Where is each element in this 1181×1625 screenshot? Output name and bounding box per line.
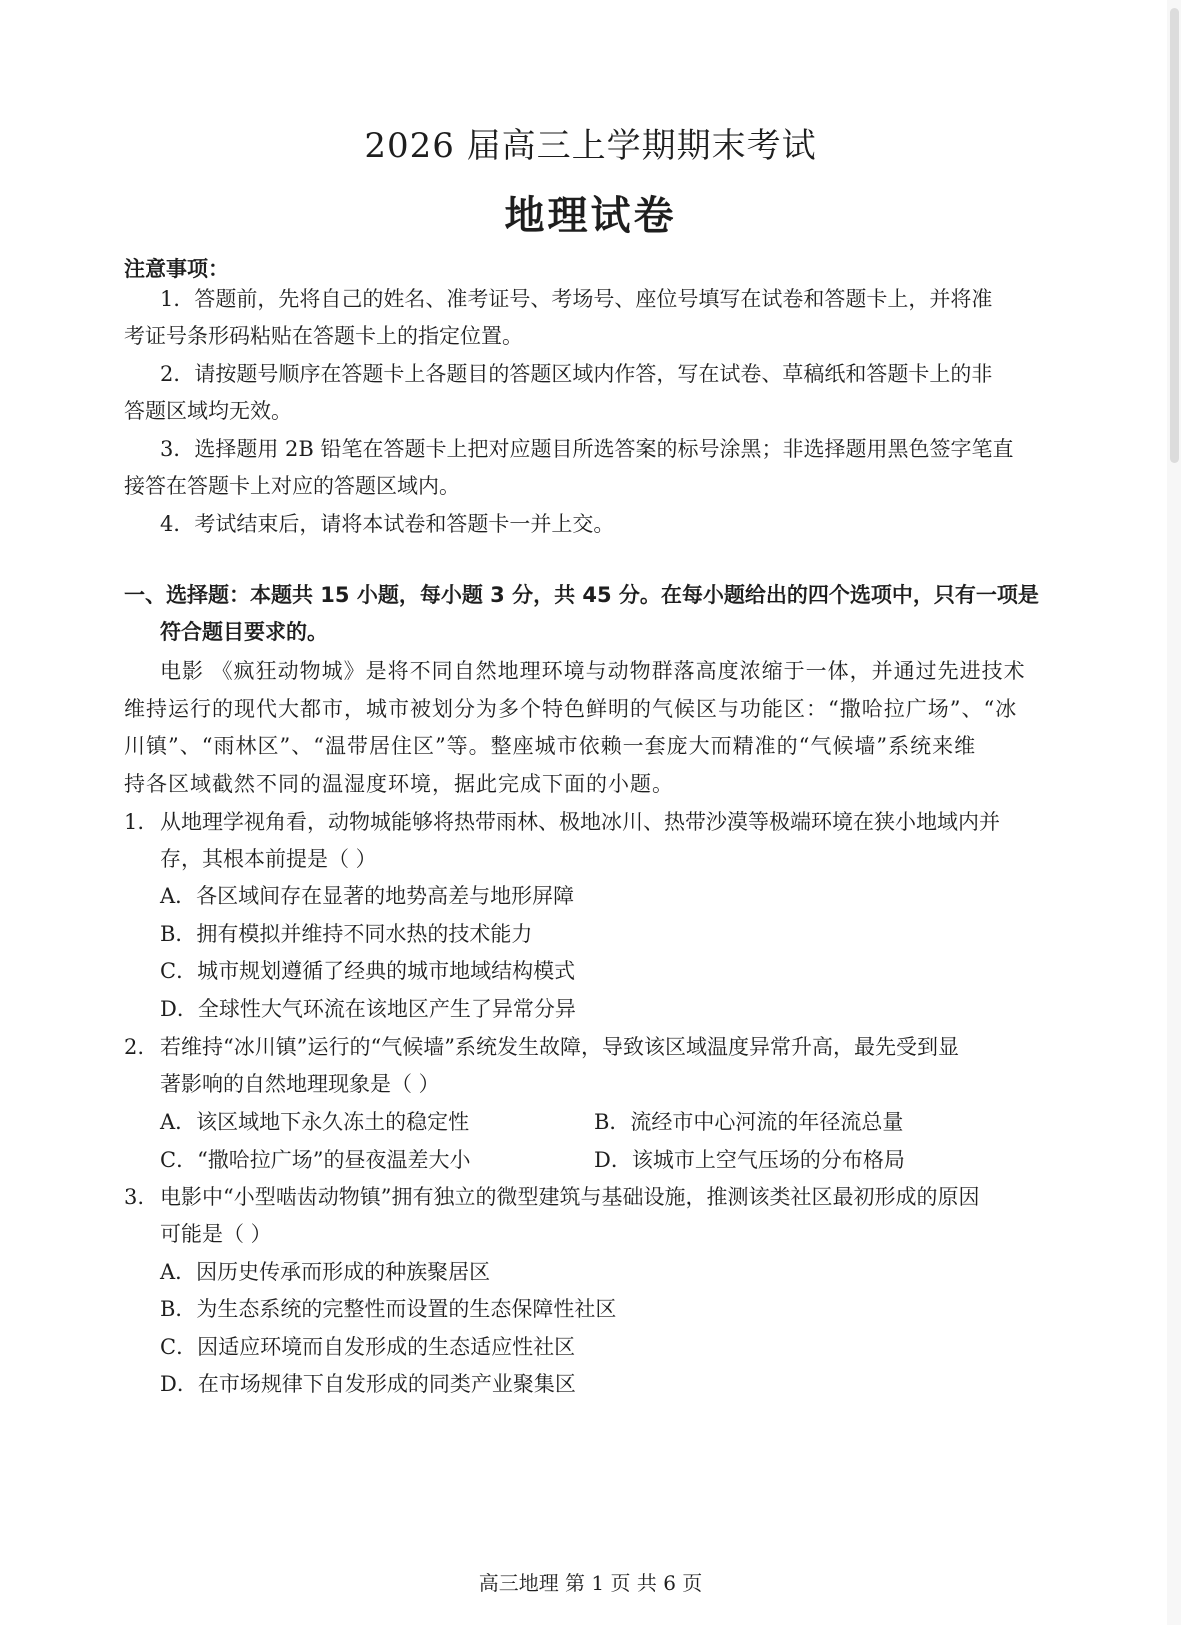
- notice-line: 考证号条形码粘贴在答题卡上的指定位置。: [124, 324, 523, 348]
- notice-line: 1．答题前，先将自己的姓名、准考证号、考场号、座位号填写在试卷和答题卡上，并将准: [160, 287, 993, 311]
- page-footer: 高三地理 第 1 页 共 6 页: [478, 1571, 703, 1595]
- section-heading-cont: 符合题目要求的。: [160, 620, 328, 644]
- option-a: A．该区域地下永久冻土的稳定性: [160, 1110, 470, 1134]
- option-c: C．“撒哈拉广场”的昼夜温差大小: [160, 1148, 471, 1172]
- notice-line: 答题区域均无效。: [124, 399, 292, 423]
- option-c: C．城市规划遵循了经典的城市地域结构模式: [160, 959, 576, 983]
- option-c: C．因适应环境而自发形成的生态适应性社区: [160, 1335, 576, 1359]
- subject-title: 地理试卷: [504, 193, 677, 239]
- exam-title: 2026 届高三上学期期末考试: [364, 126, 817, 166]
- question-stem: 从地理学视角看，动物城能够将热带雨林、极地冰川、热带沙漠等极端环境在狭小地域内并: [160, 810, 1000, 834]
- notice-heading: 注意事项：: [124, 257, 229, 281]
- option-b: B．流经市中心河流的年径流总量: [594, 1110, 904, 1134]
- option-d: D．全球性大气环流在该地区产生了异常分异: [160, 997, 576, 1021]
- question-stem: 可能是（ ）: [160, 1222, 272, 1246]
- vertical-scrollbar[interactable]: [1167, 0, 1181, 1625]
- option-d: D．在市场规律下自发形成的同类产业聚集区: [160, 1372, 576, 1396]
- notice-line: 2．请按题号顺序在答题卡上各题目的答题区域内作答，写在试卷、草稿纸和答题卡上的非: [160, 362, 993, 386]
- question-number: 3.: [124, 1185, 145, 1209]
- question-number: 2.: [124, 1035, 145, 1059]
- question-stem: 著影响的自然地理现象是（ ）: [160, 1072, 440, 1096]
- passage-line: 持各区域截然不同的温湿度环境，据此完成下面的小题。: [124, 772, 674, 796]
- question-stem: 若维持“冰川镇”运行的“气候墙”系统发生故障，导致该区域温度异常升高，最先受到显: [160, 1035, 959, 1059]
- notice-line: 接答在答题卡上对应的答题区域内。: [124, 474, 460, 498]
- passage-line: 川镇”、“雨林区”、“温带居住区”等。整座城市依赖一套庞大而精准的“气候墙”系统来维: [124, 734, 977, 758]
- section-heading: 一、选择题：本题共 15 小题，每小题 3 分，共 45 分。在每小题给出的四个选项中，只有一项是: [124, 583, 1039, 607]
- option-b: B．拥有模拟并维持不同水热的技术能力: [160, 922, 533, 946]
- option-a: A．各区域间存在显著的地势高差与地形屏障: [160, 884, 575, 908]
- passage-line: 电影 《疯狂动物城》是将不同自然地理环境与动物群落高度浓缩于一体，并通过先进技术: [160, 659, 1026, 683]
- question-number: 1.: [124, 810, 145, 834]
- passage-line: 维持运行的现代大都市，城市被划分为多个特色鲜明的气候区与功能区：“撒哈拉广场”、“冰: [124, 697, 1018, 721]
- notice-line: 3．选择题用 2B 铅笔在答题卡上把对应题目所选答案的标号涂黑；非选择题用黑色签字笔直: [160, 437, 1014, 461]
- question-stem: 存，其根本前提是（ ）: [160, 847, 377, 871]
- option-d: D．该城市上空气压场的分布格局: [594, 1148, 905, 1172]
- notice-line: 4．考试结束后，请将本试卷和答题卡一并上交。: [160, 512, 615, 536]
- option-b: B．为生态系统的完整性而设置的生态保障性社区: [160, 1297, 617, 1321]
- question-stem: 电影中“小型啮齿动物镇”拥有独立的微型建筑与基础设施，推测该类社区最初形成的原因: [160, 1185, 980, 1209]
- option-a: A．因历史传承而形成的种族聚居区: [160, 1260, 491, 1284]
